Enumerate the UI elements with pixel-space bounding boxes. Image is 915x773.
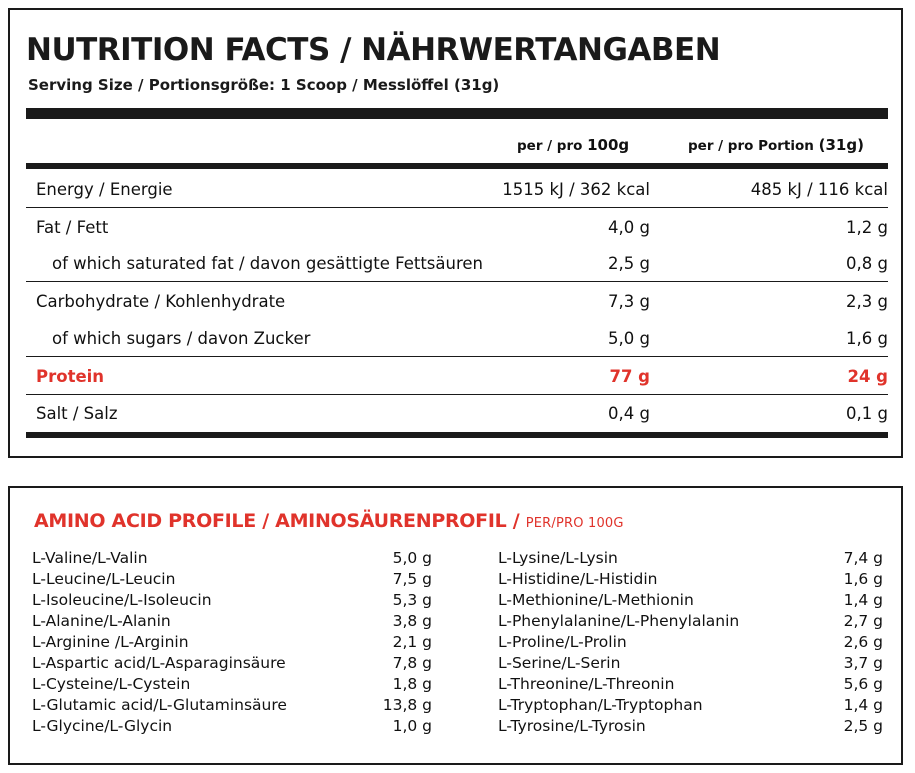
amino-name: L-Phenylalanine/L-Phenylalanin [498, 612, 740, 630]
nutrient-row-energy [26, 171, 888, 208]
amino-row [32, 591, 432, 612]
nutrient-portion: 0,8 g [846, 254, 888, 273]
amino-row [498, 570, 883, 591]
amino-value: 1,6 g [843, 570, 883, 588]
amino-name: L-Alanine/L-Alanin [32, 612, 171, 630]
nutrient-per100: 7,3 g [608, 292, 650, 311]
amino-row [32, 654, 432, 675]
amino-title [34, 510, 624, 532]
amino-value: 3,7 g [843, 654, 883, 672]
amino-value: 13,8 g [382, 696, 432, 714]
nutrient-row-protein [26, 358, 888, 395]
amino-row [32, 633, 432, 654]
amino-value: 1,4 g [843, 591, 883, 609]
amino-value: 7,5 g [392, 570, 432, 588]
nutrient-per100: 5,0 g [608, 329, 650, 348]
amino-name: L-Aspartic acid/L-Asparaginsäure [32, 654, 286, 672]
nutrient-per100: 77 g [609, 367, 650, 386]
amino-value: 1,8 g [392, 675, 432, 693]
amino-name: L-Arginine /L-Arginin [32, 633, 189, 651]
nutrient-portion: 0,1 g [846, 404, 888, 423]
nutrient-portion: 2,3 g [846, 292, 888, 311]
amino-row [498, 696, 883, 717]
nutrition-facts-panel [8, 8, 903, 458]
amino-name: L-Glycine/L-Glycin [32, 717, 173, 735]
amino-row [498, 549, 883, 570]
nutrient-label: Energy / Energie [36, 180, 173, 199]
amino-row [498, 633, 883, 654]
nutrient-row-saturated-fat [26, 245, 888, 282]
nutrient-portion: 1,6 g [846, 329, 888, 348]
amino-list-right [498, 549, 883, 738]
nutrient-row-sugars [26, 320, 888, 357]
amino-row [498, 654, 883, 675]
amino-row [498, 612, 883, 633]
amino-row [32, 570, 432, 591]
amino-list-left [32, 549, 432, 738]
nutrient-row-salt [26, 395, 888, 431]
amino-name: L-Serine/L-Serin [498, 654, 621, 672]
divider-bottom [26, 432, 888, 438]
amino-value: 5,6 g [843, 675, 883, 693]
nutrient-per100: 2,5 g [608, 254, 650, 273]
nutrient-row-fat [26, 209, 888, 245]
serving-size: Serving Size / Portionsgröße: 1 Scoop / Messlöffel (31g) [28, 76, 500, 94]
amino-name: L-Tryptophan/L-Tryptophan [498, 696, 703, 714]
nutrient-per100: 1515 kJ / 362 kcal [502, 180, 650, 199]
divider-thick [26, 108, 888, 119]
amino-row [32, 612, 432, 633]
col-header-per-portion [688, 136, 864, 154]
amino-acid-panel [8, 486, 903, 765]
amino-row [32, 549, 432, 570]
amino-value: 7,4 g [843, 549, 883, 567]
nutrient-label: Salt / Salz [36, 404, 118, 423]
amino-name: L-Leucine/L-Leucin [32, 570, 176, 588]
amino-row [32, 717, 432, 738]
col-header-prefix: per / pro Portion [688, 138, 819, 154]
amino-value: 1,4 g [843, 696, 883, 714]
amino-name: L-Proline/L-Prolin [498, 633, 627, 651]
amino-name: L-Tyrosine/L-Tyrosin [498, 717, 646, 735]
amino-row [32, 696, 432, 717]
amino-value: 2,7 g [843, 612, 883, 630]
divider-medium [26, 163, 888, 169]
nutrient-label: of which saturated fat / davon gesättigte Fettsäuren [52, 254, 483, 273]
nutrient-per100: 0,4 g [608, 404, 650, 423]
nutrient-portion: 24 g [847, 367, 888, 386]
amino-row [498, 717, 883, 738]
nutrient-label: Protein [36, 367, 105, 386]
amino-title-text: AMINO ACID PROFILE / AMINOSÄURENPROFIL / [34, 510, 526, 532]
amino-name: L-Histidine/L-Histidin [498, 570, 658, 588]
col-header-per-100g [517, 136, 629, 154]
amino-title-unit: PER/PRO 100G [525, 516, 624, 531]
amino-name: L-Lysine/L-Lysin [498, 549, 618, 567]
nutrition-title: NUTRITION FACTS / NÄHRWERTANGABEN [26, 32, 721, 68]
amino-value: 1,0 g [392, 717, 432, 735]
nutrient-label: of which sugars / davon Zucker [52, 329, 311, 348]
amino-name: L-Cysteine/L-Cystein [32, 675, 191, 693]
amino-value: 3,8 g [392, 612, 432, 630]
amino-row [498, 591, 883, 612]
nutrient-label: Carbohydrate / Kohlenhydrate [36, 292, 286, 311]
amino-value: 2,1 g [392, 633, 432, 651]
col-header-prefix: per / pro [517, 138, 588, 154]
amino-row [498, 675, 883, 696]
amino-name: L-Glutamic acid/L-Glutaminsäure [32, 696, 287, 714]
amino-row [32, 675, 432, 696]
col-header-value: 100g [587, 136, 630, 154]
amino-value: 2,6 g [843, 633, 883, 651]
nutrient-label: Fat / Fett [36, 218, 109, 237]
nutrient-per100: 4,0 g [608, 218, 650, 237]
amino-value: 5,3 g [392, 591, 432, 609]
nutrient-row-carbohydrate [26, 283, 888, 319]
nutrient-portion: 485 kJ / 116 kcal [750, 180, 888, 199]
amino-name: L-Methionine/L-Methionin [498, 591, 694, 609]
col-header-value: (31g) [818, 136, 864, 154]
amino-name: L-Threonine/L-Threonin [498, 675, 675, 693]
amino-name: L-Isoleucine/L-Isoleucin [32, 591, 212, 609]
nutrient-portion: 1,2 g [846, 218, 888, 237]
amino-name: L-Valine/L-Valin [32, 549, 148, 567]
amino-value: 7,8 g [392, 654, 432, 672]
amino-value: 5,0 g [392, 549, 432, 567]
amino-value: 2,5 g [843, 717, 883, 735]
